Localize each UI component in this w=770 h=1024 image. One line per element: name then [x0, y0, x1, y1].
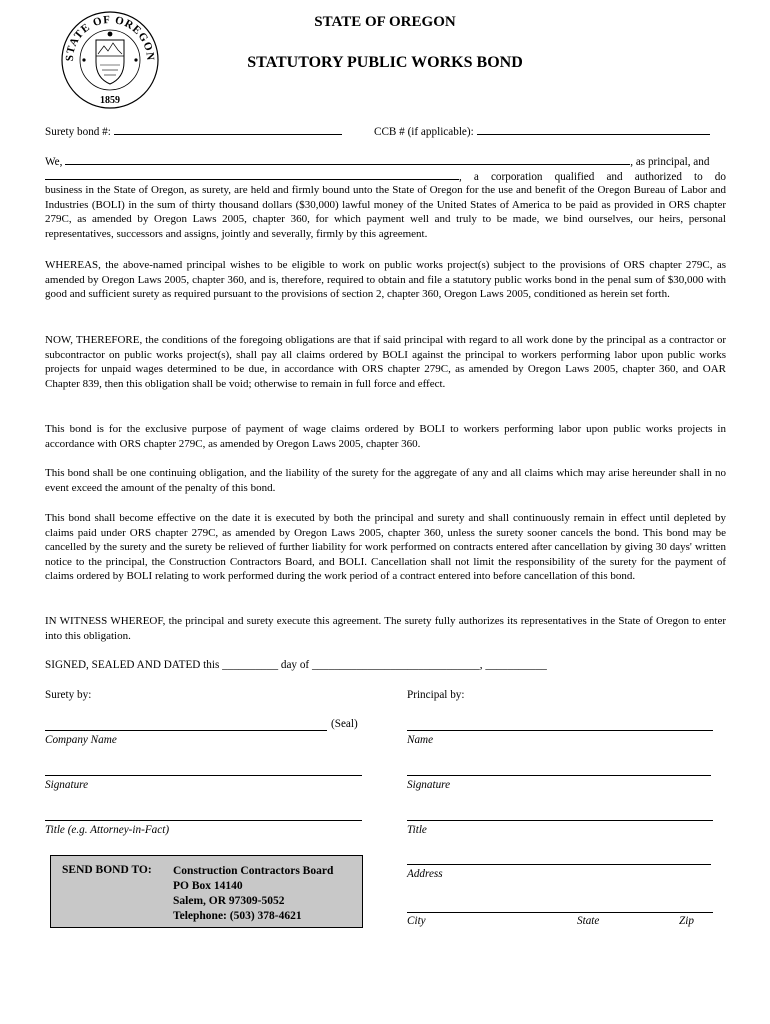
principal-address-line[interactable]	[407, 864, 711, 865]
surety-bond-input[interactable]	[114, 124, 342, 135]
we-prefix: We,	[45, 156, 63, 168]
purpose-text: This bond is for the exclusive purpose of payment of wage claims ordered by BOLI to workers performing labor upon public works projects in accordance with ORS chapter 279C, as amended by Oregon Laws 2005, chapter 360.	[45, 423, 726, 450]
binding-text: business in the State of Oregon, as surety, are held and firmly bound unto the State of Oregon for the use and benefit of the Oregon Bureau of Labor and Industries (BOLI) in the sum of thirty thousand dollars ($30,000) lawful money of the United States of America to be paid as provided in ORS chapter 279C, as amended by Oregon Laws 2005, chapter 360, for which payment well and truly to be made, we bind ourselves, our heirs, personal representatives, successors and assigns, jointly and severally, firmly by this agreement.	[45, 184, 726, 240]
binding-paragraph	[45, 183, 726, 241]
surety-signature-line[interactable]	[45, 775, 362, 776]
surety-bond-field	[45, 124, 342, 138]
principal-title-line[interactable]	[407, 820, 713, 821]
effective-text: This bond shall become effective on the date it is executed by both the principal and surety and shall continuously remain in effect until depleted by claims paid under ORS chapter 279C, as amended by Oregon Laws 2005, chapter 360, unless the surety sooner cancels the bond. This bond may be cancelled by the surety and the surety be relieved of further liability for work performed on contracts entered after cancellation by giving 30 days' written notice to the principal, the Construction Contractors Board, and BOLI. Cancellation shall not limit the responsibility of the surety for the payment of claims ordered by BOLI relating to work performed during the work period of a contract entered into before cancellation of this bond.	[45, 512, 726, 583]
address-po-box: PO Box 14140	[173, 880, 243, 892]
purpose-paragraph	[45, 422, 726, 451]
principal-name-line[interactable]	[407, 730, 713, 731]
principal-address-label: Address	[407, 868, 443, 880]
whereas-text: WHEREAS, the above-named principal wishes to be eligible to work on public works project(s) subject to the provisions of ORS chapter 279C, as amended by Oregon Laws 2005, chapter 360, and is, therefore, required to obtain and file a statutory public works bond in the penal sum of $30,000 with good and sufficient surety as required pursuant to the provisions of section 2, chapter 360, Oregon Laws 2005, conditioned as herein set forth.	[45, 259, 726, 301]
principal-signature-line[interactable]	[407, 775, 711, 776]
principal-heading: Principal by:	[407, 689, 465, 701]
corp-line	[45, 169, 726, 183]
surety-title-label: Title (e.g. Attorney-in-Fact)	[45, 824, 170, 836]
surety-title-line[interactable]	[45, 820, 362, 821]
now-therefore-text: NOW, THEREFORE, the conditions of the foregoing obligations are that if said principal with regard to all work done by the principal as a contractor or subcontractor on public works project(s), shall pay all claims ordered by BOLI against the principal to workers performing labor upon public works projects for unpaid wages determined to be due, in accordance with ORS chapter 279C, as amended by Oregon Laws 2005, chapter 360, and OAR Chapter 839, then this obligation shall be void; otherwise to remain in full force and effect.	[45, 334, 726, 390]
send-bond-to-box	[50, 855, 363, 928]
witness-text: IN WITNESS WHEREOF, the principal and surety execute this agreement. The surety fully authorizes its representatives in the State of Oregon to enter into this obligation.	[45, 615, 726, 642]
address-city: Salem, OR 97309-5052	[173, 895, 285, 907]
witness-paragraph	[45, 614, 726, 643]
seal-label: (Seal)	[331, 718, 358, 730]
corporation-text: , a corporation qualified and authorized to do	[459, 171, 726, 183]
continuing-paragraph	[45, 466, 726, 495]
now-therefore-paragraph	[45, 333, 726, 391]
surety-signature-label: Signature	[45, 779, 89, 791]
seal-year: 1859	[100, 95, 120, 106]
principal-zip-label: Zip	[679, 915, 694, 927]
form-title: STATUTORY PUBLIC WORKS BOND	[247, 54, 523, 71]
signed-prefix: SIGNED, SEALED AND DATED this	[45, 659, 220, 671]
surety-name-input[interactable]	[45, 169, 459, 180]
seal-text: STATE OF OREGON	[63, 13, 157, 62]
ccb-label: CCB # (if applicable):	[374, 126, 474, 138]
ccb-field	[374, 124, 710, 138]
effective-paragraph	[45, 511, 726, 584]
continuing-text: This bond shall be one continuing obligation, and the liability of the surety for the aggregate of any and all claims which may arise hereunder shall in no event exceed the amount of the penalty of this bond.	[45, 467, 726, 494]
principal-title-label: Title	[407, 824, 427, 836]
month-input[interactable]: ______________________________,	[311, 659, 483, 671]
principal-name-input[interactable]	[65, 154, 630, 165]
whereas-paragraph	[45, 258, 726, 302]
company-name-line[interactable]	[45, 730, 327, 731]
principal-city-line[interactable]	[407, 912, 713, 913]
day-of-text: day of	[280, 659, 310, 671]
signed-line	[45, 659, 547, 671]
principal-name-label: Name	[407, 734, 434, 746]
company-name-label: Company Name	[45, 734, 117, 746]
principal-city-label: City	[407, 915, 426, 927]
address-org: Construction Contractors Board	[173, 865, 334, 877]
ccb-input[interactable]	[477, 124, 710, 135]
year-input[interactable]: ___________	[485, 659, 547, 671]
send-bond-label: SEND BOND TO:	[62, 864, 152, 876]
address-phone: Telephone: (503) 378-4621	[173, 910, 302, 922]
mailing-address	[173, 864, 333, 924]
we-line	[45, 154, 709, 168]
state-heading: STATE OF OREGON	[314, 14, 456, 30]
day-input[interactable]: __________	[222, 659, 279, 671]
principal-signature-label: Signature	[407, 779, 451, 791]
principal-state-label: State	[577, 915, 600, 927]
surety-bond-label: Surety bond #:	[45, 126, 111, 138]
surety-heading: Surety by:	[45, 689, 92, 701]
as-principal-text: , as principal, and	[630, 156, 710, 168]
